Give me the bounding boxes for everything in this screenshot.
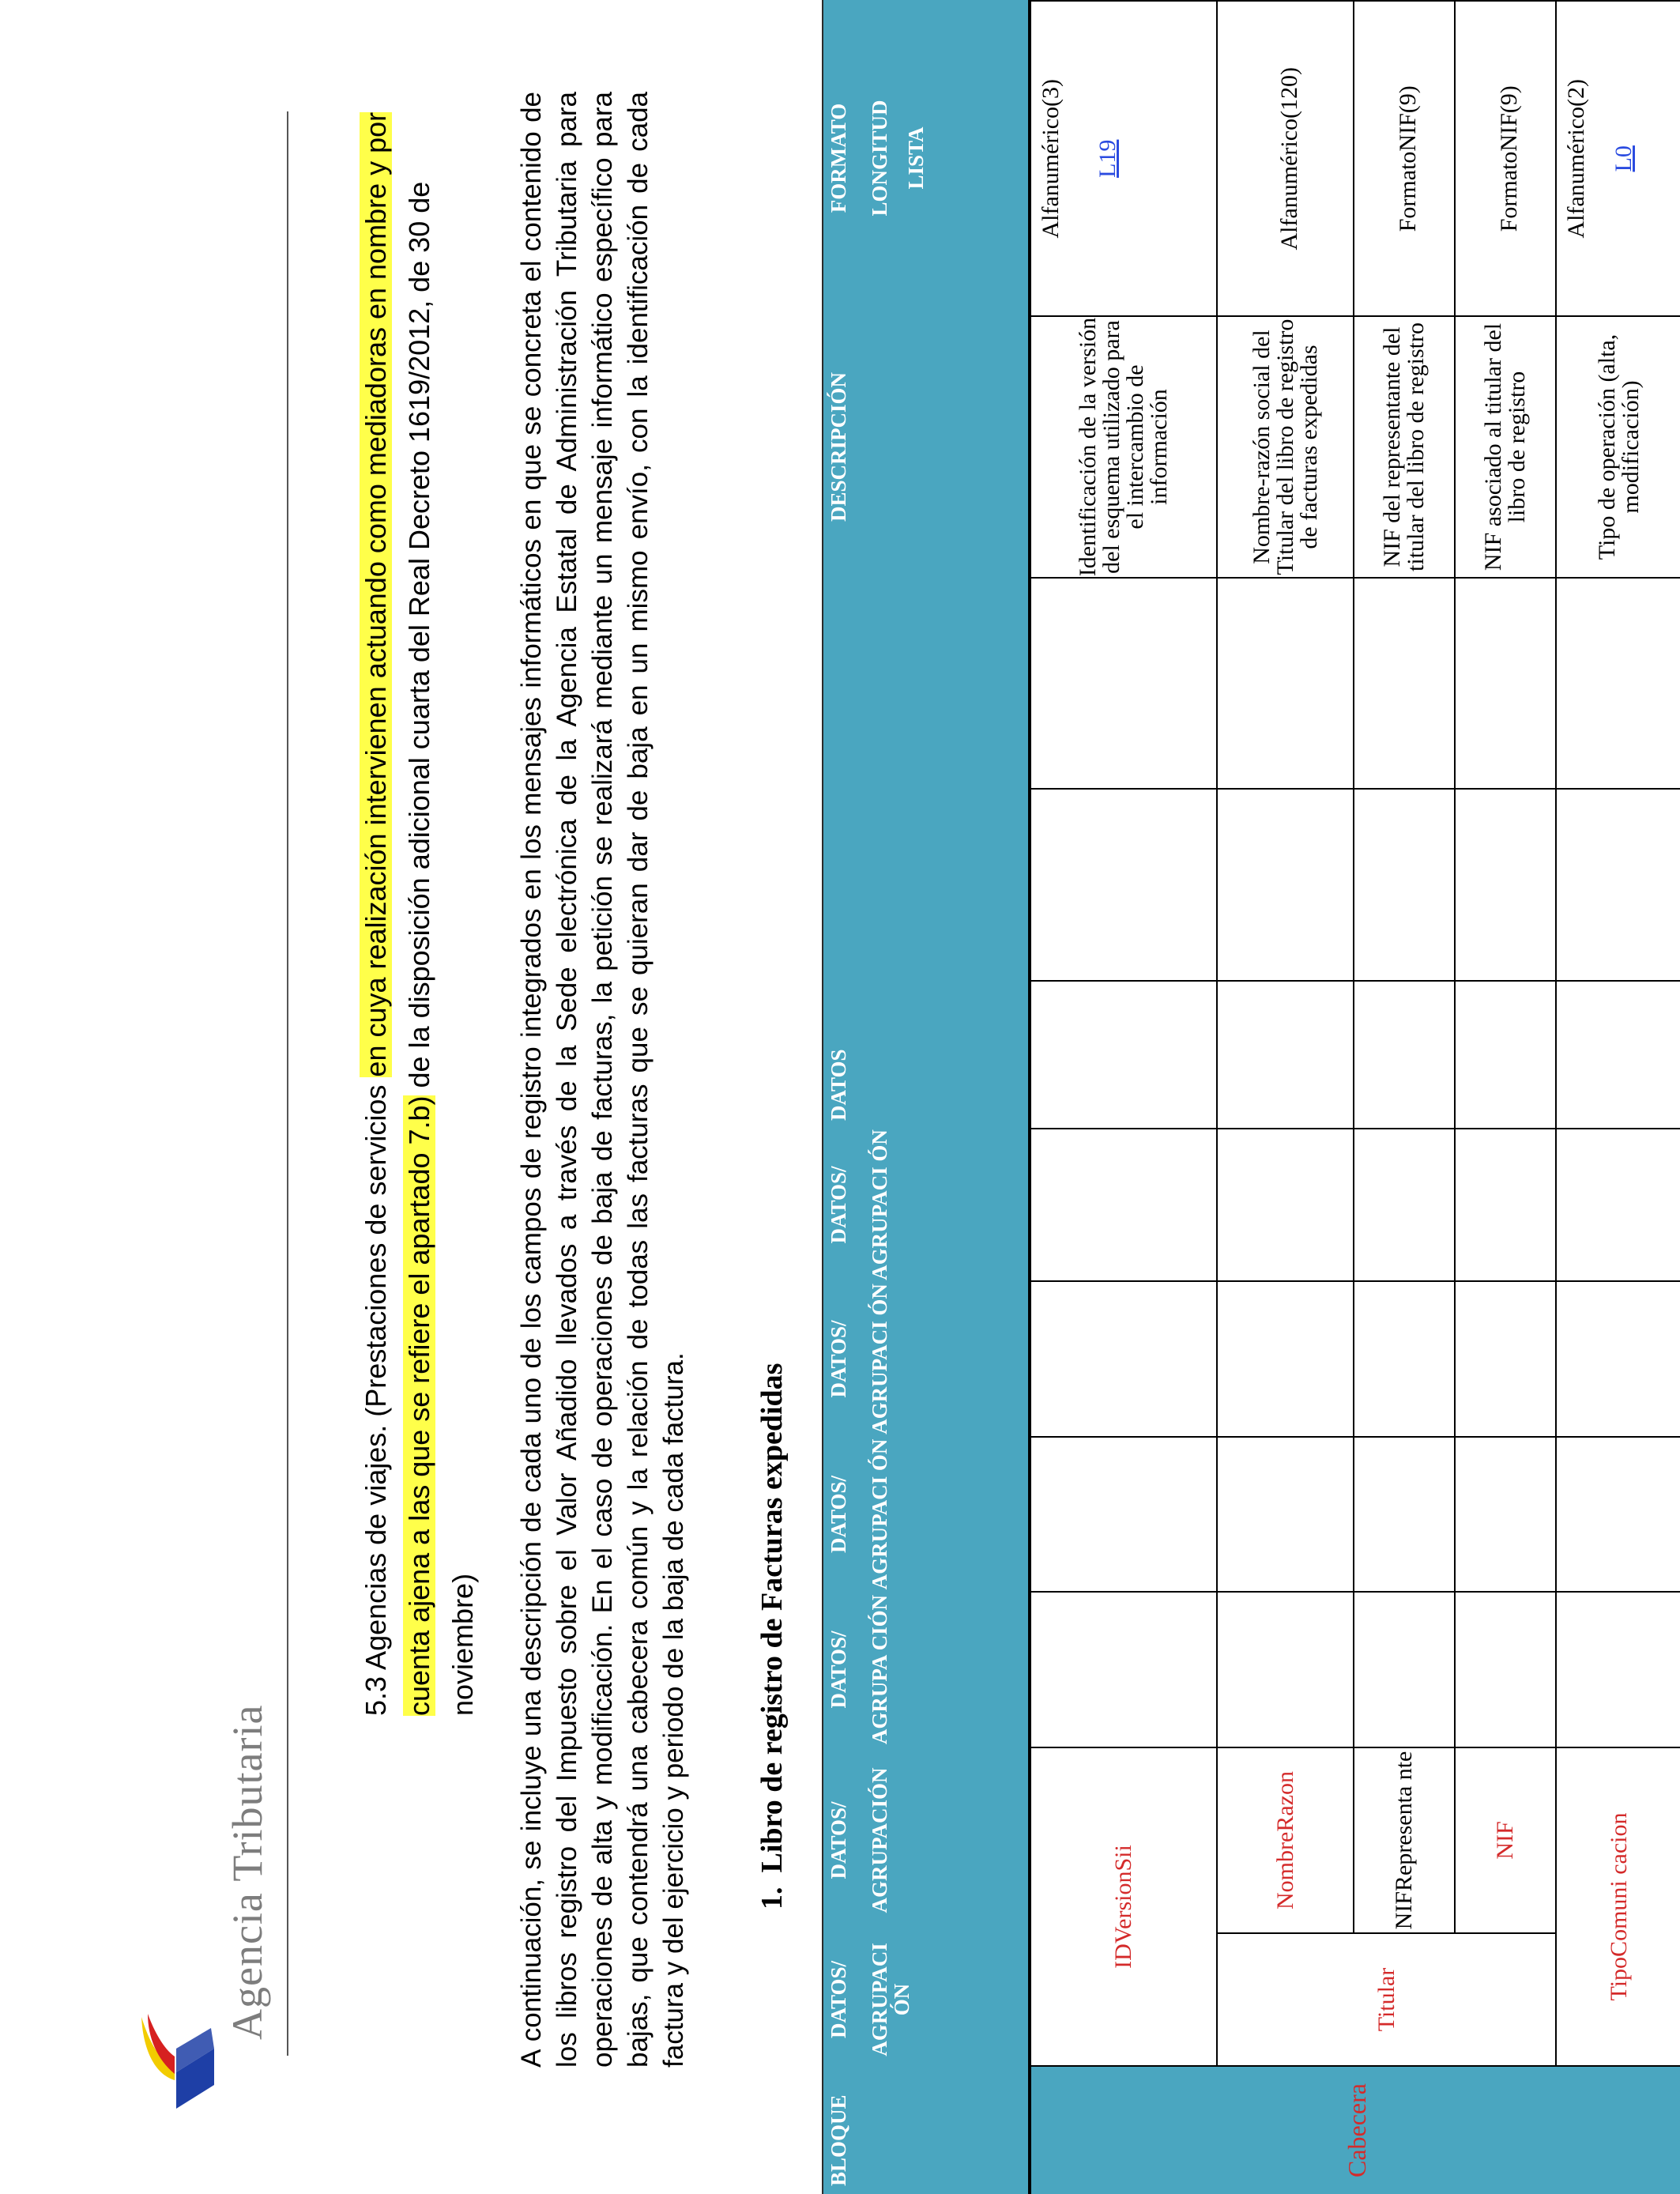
description-nifrepresentante: NIF del representante del titular del libro de registro xyxy=(1354,316,1455,578)
header-agrupacion-3: DATOS/ AGRUPA CIÓN xyxy=(823,1592,1030,1747)
empty-cell xyxy=(1030,1129,1217,1281)
table-row xyxy=(1030,0,1217,2194)
empty-cell xyxy=(1217,981,1354,1129)
empty-cell xyxy=(1455,578,1556,789)
empty-cell xyxy=(1354,1129,1455,1281)
empty-cell xyxy=(1354,1281,1455,1437)
empty-cell xyxy=(1030,1281,1217,1437)
empty-cell xyxy=(1030,1437,1217,1592)
header-agrupacion-1: DATOS/ AGRUPACI ÓN xyxy=(823,1933,1030,2066)
format-idversionsii-type: Alfanumérico(3) xyxy=(1038,78,1064,239)
field-nombrerazon: NombreRazon xyxy=(1217,1747,1354,1933)
empty-cell xyxy=(1556,1592,1680,1747)
empty-cell xyxy=(1556,1437,1680,1592)
empty-cell xyxy=(1455,981,1556,1129)
empty-cell xyxy=(1354,1437,1455,1592)
empty-cell xyxy=(1354,578,1455,789)
field-idversionsii: IDVersionSii xyxy=(1030,1747,1217,2066)
section-title: Libro de registro de Facturas expedidas xyxy=(755,1363,789,1873)
header-agrupacion-6: DATOS/ AGRUPACI ÓN xyxy=(823,1129,1030,1281)
empty-cell xyxy=(1217,1592,1354,1747)
section-heading xyxy=(755,1363,789,1909)
header-agrupacion-5: DATOS/ AGRUPACI ÓN xyxy=(823,1281,1030,1437)
format-nif: FormatoNIF(9) xyxy=(1455,0,1556,316)
empty-cell xyxy=(1354,981,1455,1129)
empty-cell xyxy=(1455,1592,1556,1747)
empty-cell xyxy=(1455,789,1556,981)
empty-cell xyxy=(1455,1437,1556,1592)
table-row xyxy=(1217,0,1354,2194)
header-agrupacion-2: DATOS/ AGRUPACIÓN xyxy=(823,1747,1030,1933)
list-link-l19[interactable]: L19 xyxy=(1094,139,1121,178)
description-nombrerazon: Nombre-razón social del Titular del libro de registro de facturas expedidas xyxy=(1217,316,1354,578)
description-tipocomunicacion: Tipo de operación (alta, modificación) xyxy=(1556,316,1680,578)
empty-cell xyxy=(1030,789,1217,981)
field-nif: NIF xyxy=(1455,1747,1556,1933)
field-nifrepresentante: NIFRepresenta nte xyxy=(1354,1747,1455,1933)
intro-paragraph-1 xyxy=(354,88,484,1716)
format-nombrerazon: Alfanumérico(120) xyxy=(1217,0,1354,316)
header-divider xyxy=(287,111,288,2056)
table-header-row xyxy=(823,0,1030,2194)
table-row xyxy=(1354,0,1455,2194)
intro-paragraph-2: A continuación, se incluye una descripción de cada uno de los campos de registro integrados en los mensajes informáticos en que se concreta el contenido de los libros registro del Impuesto sobre el Valor Añadido llevados a través de la Sede electrónica de la Agencia Estatal de Administración Tributaria para operaciones de alta y modificación. En el caso de operaciones de baja de facturas, la petición se realizará mediante un mensaje informático específico para bajas, que contendrá una cabecera común y la relación de todas las facturas que se quieran dar de baja en un mismo envío, con la identificación de cada factura y del ejercicio y periodo de la baja de cada factura. xyxy=(516,92,689,2068)
table-row xyxy=(1455,0,1556,2194)
empty-cell xyxy=(1556,981,1680,1129)
agencia-tributaria-logo xyxy=(138,2006,217,2124)
bloque-cabecera: Cabecera xyxy=(1030,2066,1680,2194)
empty-cell xyxy=(1030,981,1217,1129)
field-titular: Titular xyxy=(1217,1933,1556,2066)
empty-cell xyxy=(1030,1592,1217,1747)
header-bloque: BLOQUE xyxy=(823,2066,1030,2194)
header-spacer-2 xyxy=(823,578,1030,789)
empty-cell xyxy=(1217,789,1354,981)
format-tipocomunicacion xyxy=(1556,0,1680,316)
intro-p1-start: 5.3 Agencias de viajes. (Prestaciones de servicios xyxy=(360,1076,392,1716)
empty-cell xyxy=(1217,1281,1354,1437)
empty-cell xyxy=(1217,1437,1354,1592)
section-number: 1. xyxy=(755,1887,789,1909)
empty-cell xyxy=(1455,1129,1556,1281)
agency-name: Agencia Tributaria xyxy=(224,1704,271,2040)
description-nif: NIF asociado al titular del libro de registro xyxy=(1455,316,1556,578)
empty-cell xyxy=(1217,578,1354,789)
description-idversionsii: Identificación de la versión del esquema utilizado para el intercambio de información xyxy=(1030,316,1217,578)
empty-cell xyxy=(1217,1129,1354,1281)
header-descripcion: DESCRIPCIÓN xyxy=(823,316,1030,578)
list-link-l0[interactable]: L0 xyxy=(1610,145,1637,172)
format-idversionsii xyxy=(1030,0,1217,316)
empty-cell xyxy=(1354,1592,1455,1747)
empty-cell xyxy=(1556,1281,1680,1437)
header-datos: DATOS xyxy=(823,981,1030,1129)
header-spacer xyxy=(823,789,1030,981)
header-formato: FORMATO LONGITUD LISTA xyxy=(823,0,1030,316)
intro-p1-end: de la disposición adicional cuarta del Real Decreto 1619/2012, de 30 de noviembre) xyxy=(403,181,479,1716)
field-tipocomunicacion: TipoComuni cacion xyxy=(1556,1747,1680,2066)
header-agrupacion-4: DATOS/ AGRUPACI ÓN xyxy=(823,1437,1030,1592)
table-row xyxy=(1556,0,1680,2194)
empty-cell xyxy=(1354,789,1455,981)
format-nifrepresentante: FormatoNIF(9) xyxy=(1354,0,1455,316)
format-tipocomunicacion-type: Alfanumérico(2) xyxy=(1562,78,1589,239)
fields-table xyxy=(822,0,1680,2194)
empty-cell xyxy=(1030,578,1217,789)
empty-cell xyxy=(1556,789,1680,981)
empty-cell xyxy=(1556,1129,1680,1281)
empty-cell xyxy=(1455,1281,1556,1437)
intro-p1-highlight: en cuya realización intervienen actuando como mediadoras en nombre y por cuenta ajena a las que se refiere el apartado 7.b) xyxy=(360,111,435,1716)
empty-cell xyxy=(1556,578,1680,789)
